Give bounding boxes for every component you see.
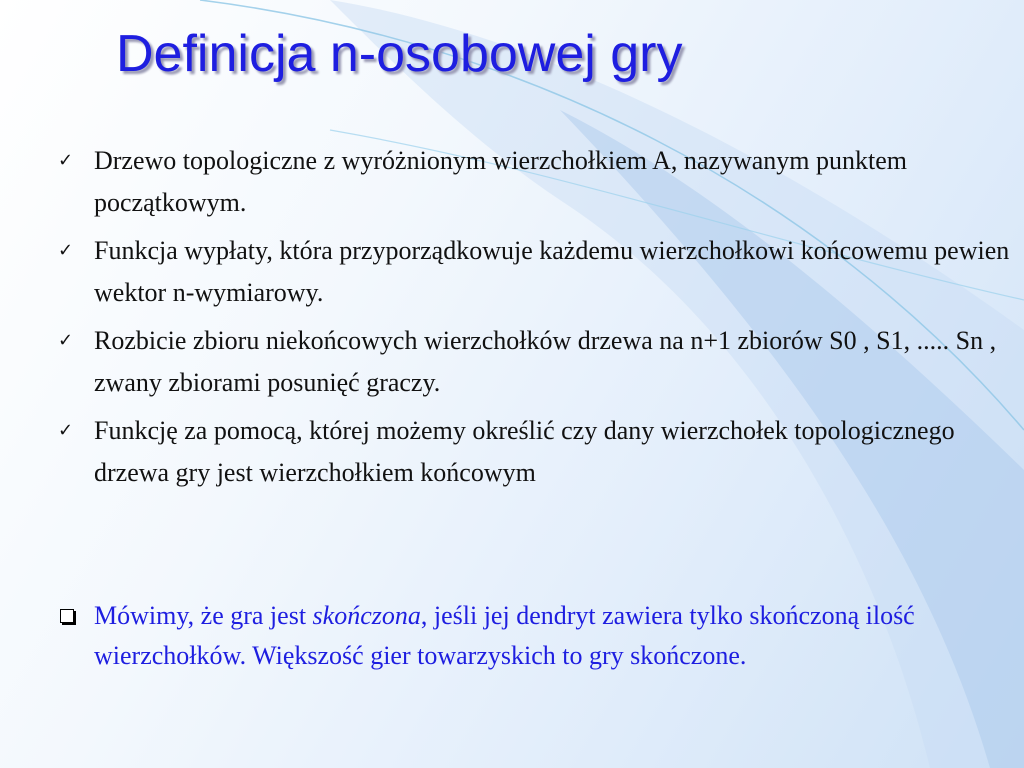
checkmark-icon: ✓	[58, 240, 74, 261]
bullet-list	[54, 140, 1014, 500]
bullet-text: Funkcję za pomocą, której możemy określić czy dany wierzchołek topologicznego drzewa gry jest wierzchołkiem końcowym	[94, 416, 955, 487]
note-text-after: , jeśli jej dendryt zawiera tylko skończoną ilość wierzchołków. Większość gier towarzyskich to gry skończone.	[94, 601, 915, 670]
bullet-item	[54, 230, 1014, 314]
checkmark-icon: ✓	[58, 150, 74, 171]
checkmark-icon: ✓	[58, 420, 74, 441]
square-icon	[60, 609, 74, 623]
finite-game-note	[54, 596, 984, 676]
bullet-text: Drzewo topologiczne z wyróżnionym wierzchołkiem A, nazywanym punktem początkowym.	[94, 146, 907, 217]
checkmark-icon: ✓	[58, 330, 74, 351]
bullet-item	[54, 410, 1014, 494]
bullet-item	[54, 140, 1014, 224]
bullet-text: Funkcja wypłaty, która przyporządkowuje każdemu wierzchołkowi końcowemu pewien wektor n-wymiarowy.	[94, 236, 1010, 307]
note-emphasis: skończona	[312, 601, 421, 630]
bullet-text: Rozbicie zbioru niekońcowych wierzchołków drzewa na n+1 zbiorów S0 , S1, ..... Sn , zwany zbiorami posunięć graczy.	[94, 326, 997, 397]
note-text-before: Mówimy, że gra jest	[94, 601, 313, 630]
slide-title: Definicja n-osobowej gry	[116, 25, 683, 83]
bullet-item	[54, 320, 1014, 404]
